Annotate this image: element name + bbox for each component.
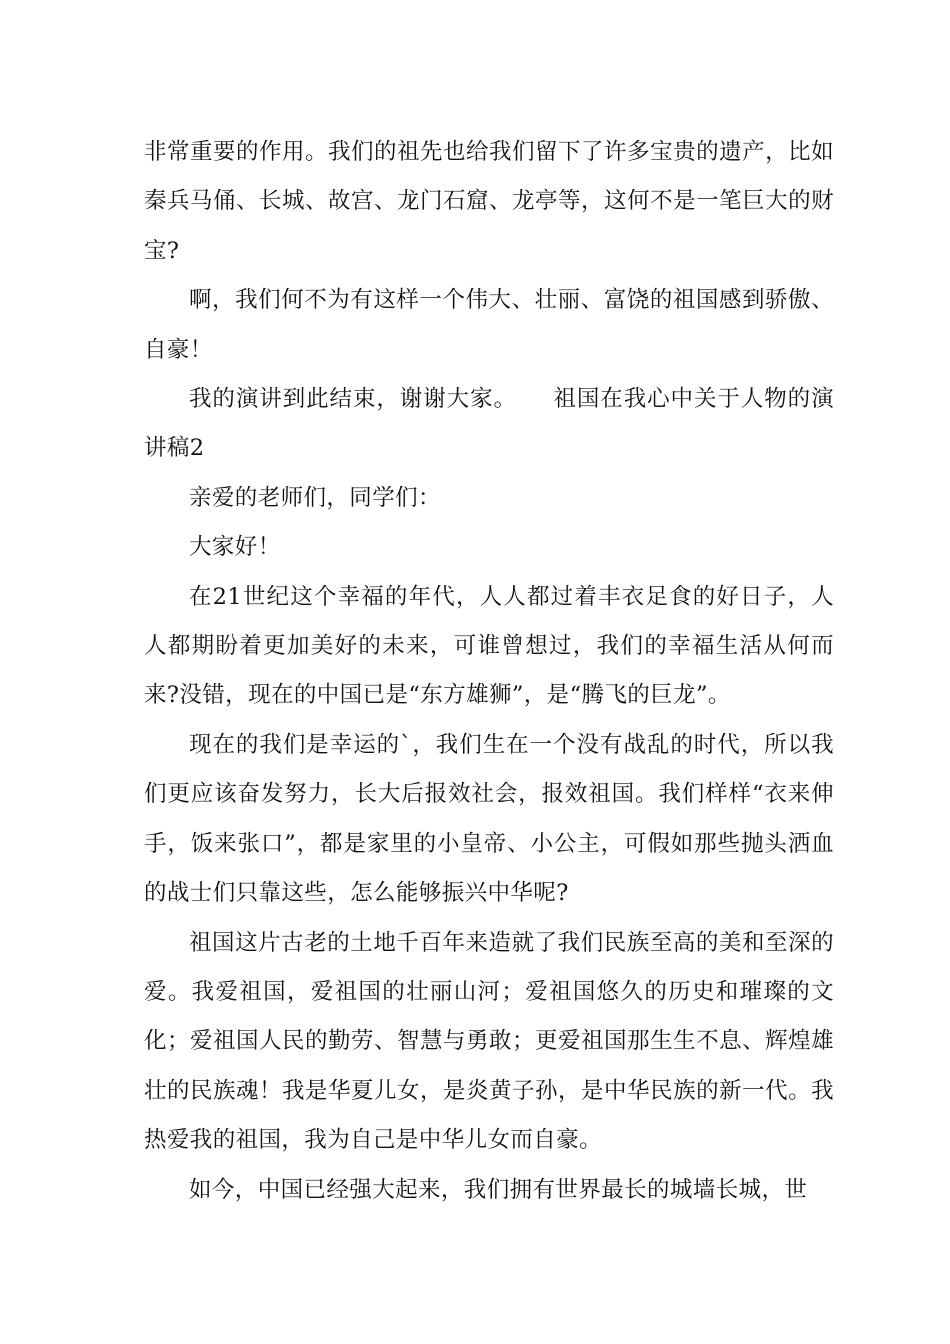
paragraph-greeting: 亲爱的老师们，同学们：	[189, 484, 441, 511]
paragraph-7: 现在的我们是幸运的`，我们生在一个没有战乱的时代，所以我们更应该奋发努力，长大后报效社会，报效祖国。我们样样“衣来伸手，饭来张口”，都是家里的小皇帝、小公主，可假如那些抛头洒血的战士们只靠这些，怎么能够振兴中华呢?	[144, 731, 834, 907]
paragraph-closing-with-title	[144, 375, 834, 474]
document-body	[144, 128, 834, 1215]
paragraph-2: 啊，我们何不为有这样一个伟大、壮丽、富饶的祖国感到骄傲、自豪！	[144, 287, 834, 363]
paragraph-1: 非常重要的作用。我们的祖先也给我们留下了许多宝贵的遗产，比如秦兵马俑、长城、故宫、龙门石窟、龙亭等，这何不是一笔巨大的财宝?	[144, 139, 834, 264]
closing-sentence: 我的演讲到此结束，谢谢大家。	[189, 386, 517, 413]
paragraph-8: 祖国这片古老的土地千百年来造就了我们民族至高的美和至深的爱。我爱祖国，爱祖国的壮丽山河；爱祖国悠久的历史和璀璨的文化；爱祖国人民的勤劳、智慧与勇敢；更爱祖国那生生不息、辉煌雄壮的民族魂！我是华夏儿女，是炎黄子孙，是中华民族的新一代。我热爱我的祖国，我为自己是中华儿女而自豪。	[144, 929, 834, 1154]
paragraph-9: 如今，中国已经强大起来，我们拥有世界最长的城墙长城，世	[189, 1176, 808, 1203]
paragraph-6: 在21世纪这个幸福的年代，人人都过着丰衣足食的好日子，人人都期盼着更加美好的未来，可谁曾想过，我们的幸福生活从何而来?没错，现在的中国已是“东方雄狮”，是“腾飞的巨龙”。	[144, 583, 834, 709]
section-title: 祖国在我心中关于人物的演讲稿2	[144, 386, 834, 462]
paragraph-hello: 大家好！	[189, 534, 281, 561]
